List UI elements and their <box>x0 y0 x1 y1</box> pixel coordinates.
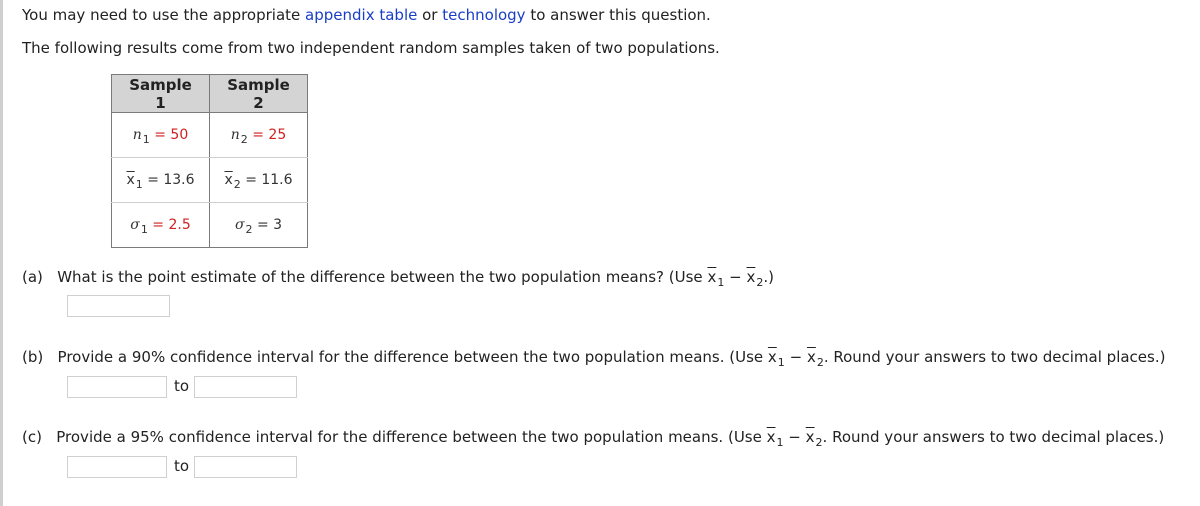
cell-x1: $x_1 = 13.6$ <box>112 158 210 203</box>
appendix-table-link[interactable]: appendix table <box>305 6 418 24</box>
table-row <box>112 203 308 248</box>
table-row <box>112 158 308 203</box>
intro-text: You may need to use the appropriate <box>22 6 301 24</box>
intro-line-2: The following results come from two independent random samples taken of two populations. <box>22 39 720 57</box>
intro-line-1 <box>22 6 711 24</box>
left-border <box>0 0 3 506</box>
x2-bar: x <box>746 268 756 286</box>
answer-c-lower-input[interactable] <box>67 456 167 478</box>
samples-table <box>111 74 308 248</box>
question-c-text: Provide a 95% confidence interval for the difference between the two population means. (Use <box>56 428 762 446</box>
cell-n1: $n_1 = 50$ <box>112 113 210 158</box>
cell-sigma2: $\sigma_2 = 3$ <box>210 203 308 248</box>
x1-bar: x <box>766 428 776 446</box>
to-label-c: to <box>174 457 190 475</box>
answer-a-input[interactable] <box>67 295 170 317</box>
header-sample-1: Sample 1 <box>112 75 210 113</box>
cell-n2: $n_2 = 25$ <box>210 113 308 158</box>
intro-text-or: or <box>422 6 438 24</box>
header-sample-2: Sample 2 <box>210 75 308 113</box>
question-b-text: Provide a 90% confidence interval for the difference between the two population means. (Use <box>57 348 764 366</box>
table-row <box>112 113 308 158</box>
x2-bar: x <box>805 428 815 446</box>
x2-bar: x <box>806 348 816 366</box>
question-b-label: (b) <box>22 348 44 366</box>
technology-link[interactable]: technology <box>442 6 526 24</box>
question-c: (c) Provide a 95% confidence interval for the difference between the two population means. (Use $x_1 - x_2$. Round your answers to two decimal places.) <box>22 428 1165 449</box>
to-label-b: to <box>174 377 190 395</box>
cell-x2: $x_2 = 11.6$ <box>210 158 308 203</box>
answer-c-upper-input[interactable] <box>194 456 297 478</box>
question-a-label: (a) <box>22 268 43 286</box>
question-a: (a) What is the point estimate of the difference between the two population means? (Use $x_1 - x_2$.) <box>22 268 774 289</box>
table-header-row <box>112 75 308 113</box>
cell-sigma1: $\sigma_1 = 2.5$ <box>112 203 210 248</box>
question-b: (b) Provide a 90% confidence interval for the difference between the two population means. (Use $x_1 - x_2$. Round your answers to two decimal places.) <box>22 348 1166 369</box>
x1-bar: x <box>707 268 717 286</box>
intro-text-suffix: to answer this question. <box>530 6 711 24</box>
answer-b-upper-input[interactable] <box>194 376 297 398</box>
x1-bar: x <box>767 348 777 366</box>
question-a-text: What is the point estimate of the difference between the two population means? (Use <box>57 268 703 286</box>
answer-b-lower-input[interactable] <box>67 376 167 398</box>
question-c-label: (c) <box>22 428 42 446</box>
